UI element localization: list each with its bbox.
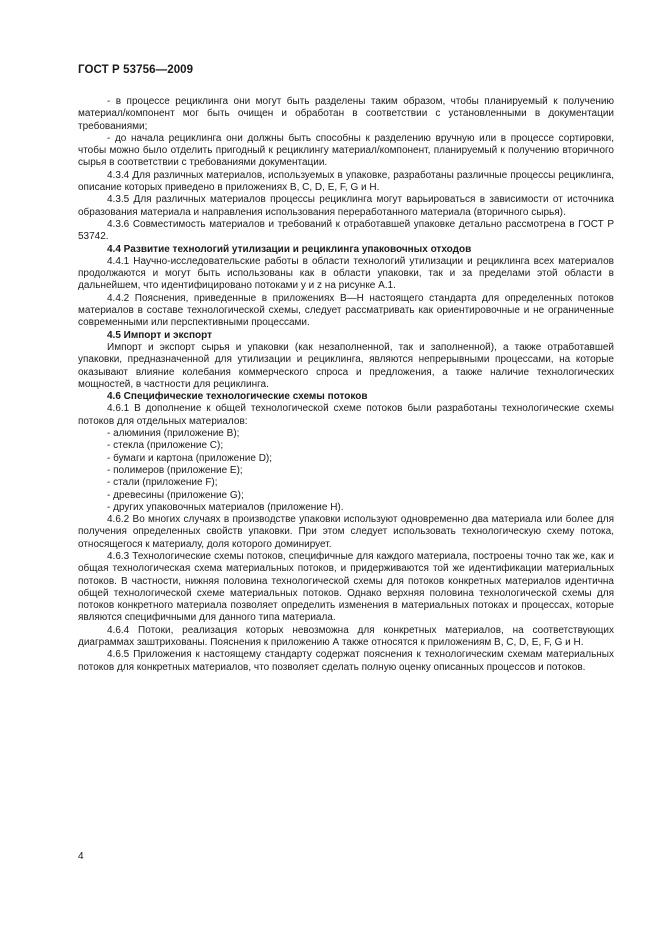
document-header: ГОСТ Р 53756—2009 — [78, 64, 194, 76]
paragraph: 4.6.3 Технологические схемы потоков, специфичные для каждого материала, построены точно так же, как и общая технологическая схема материальных потоков, и придерживаются той же идентификации материальных потоков. В частности, нижняя половина технологической схемы для потоков конкретных материалов идентична общей технологической схеме материальных потоков. Однако верхняя половина технологической схемы для потоков конкретного материала позволяет определить изменения в материальных потоках и процессах, которые являются специфичными для данного типа материала. — [78, 550, 614, 624]
paragraph: 4.6.1 В дополнение к общей технологической схеме потоков были разработаны технологические схемы потоков для отдельных материалов: — [78, 403, 614, 427]
paragraph: 4.6.5 Приложения к настоящему стандарту содержат пояснения к технологическим схемам материальных потоков для конкретных материалов, что позволяет сделать полную оценку описанных процессов и потоков. — [78, 649, 614, 673]
paragraph: 4.6.2 Во многих случаях в производстве упаковки используют одновременно два материала или более для получения определенных свойств упаковки. При этом следует использовать технологическую схему потока, относящегося к материалу, доля которого доминирует. — [78, 514, 614, 550]
paragraph: 4.4.2 Пояснения, приведенные в приложениях В—Н настоящего стандарта для определенных потоков материалов в составе технологической схемы, следует рассматривать как ориентировочные и не ограниченные современными или перспективными процессами. — [78, 292, 614, 329]
paragraph: 4.6.4 Потоки, реализация которых невозможна для конкретных материалов, на соответствующих диаграммах заштрихованы. Пояснения к приложению А также относятся к приложениям В, С, D, Е, F, G и Н. — [78, 624, 614, 649]
paragraph: - до начала рециклинга они должны быть способны к разделению вручную или в процессе сортировки, чтобы можно было отделить пригодный к рециклингу материал/компонент, планируемый к получению вторичного сырья в соответствии с требованиями документации. — [78, 132, 614, 169]
paragraph: 4.4.1 Научно-исследовательские работы в области технологий утилизации и рециклинга всех материалов продолжаются и могут быть использованы как в области упаковки, так и за пределами этой области в дальнейшем, что идентифицировано потоками у и z на рисунке А.1. — [78, 255, 614, 292]
section-heading: 4.6 Специфические технологические схемы потоков — [107, 391, 368, 403]
paragraph: - в процессе рециклинга они могут быть разделены таким образом, чтобы планируемый к получению материал/компонент мог быть очищен и обработан в соответствии с установленными в документации требованиями; — [78, 96, 614, 132]
list-item: - полимеров (приложение Е); — [107, 464, 243, 476]
page-number: 4 — [78, 851, 84, 862]
list-item: - бумаги и картона (приложение D); — [107, 452, 273, 464]
list-item: - стали (приложение F); — [107, 477, 218, 489]
list-item: - стекла (приложение С); — [107, 440, 224, 452]
section-heading: 4.5 Импорт и экспорт — [107, 329, 212, 341]
paragraph: 4.3.6 Совместимость материалов и требований к отработавшей упаковке детально рассмотрена в ГОСТ Р 53742. — [78, 218, 614, 243]
paragraph: 4.3.4 Для различных материалов, используемых в упаковке, разработаны различные процессы рециклинга, описание которых приведено в приложениях В, С, D, Е, F, G и Н. — [78, 169, 614, 194]
section-heading: 4.4 Развитие технологий утилизации и рециклинга упаковочных отходов — [107, 243, 472, 255]
paragraph: 4.3.5 Для различных материалов процессы рециклинга могут варьироваться в зависимости от источника образования материала и направления использования переработанного материала (вторичного сырья). — [78, 194, 614, 218]
paragraph: Импорт и экспорт сырья и упаковки (как незаполненной, так и заполненной), а также отработавшей упаковки, предназначенной для утилизации и рециклинга, являются непрерывными процессами, на которые оказывают влияние колебания коммерческого спроса и предложения, а также наличие технологических мощностей, в частности для рециклинга. — [78, 341, 614, 390]
list-item: - древесины (приложение G); — [107, 489, 244, 501]
list-item: - других упаковочных материалов (приложение Н). — [107, 501, 344, 513]
document-body — [78, 96, 614, 674]
list-item: - алюминия (приложение В); — [107, 428, 240, 440]
